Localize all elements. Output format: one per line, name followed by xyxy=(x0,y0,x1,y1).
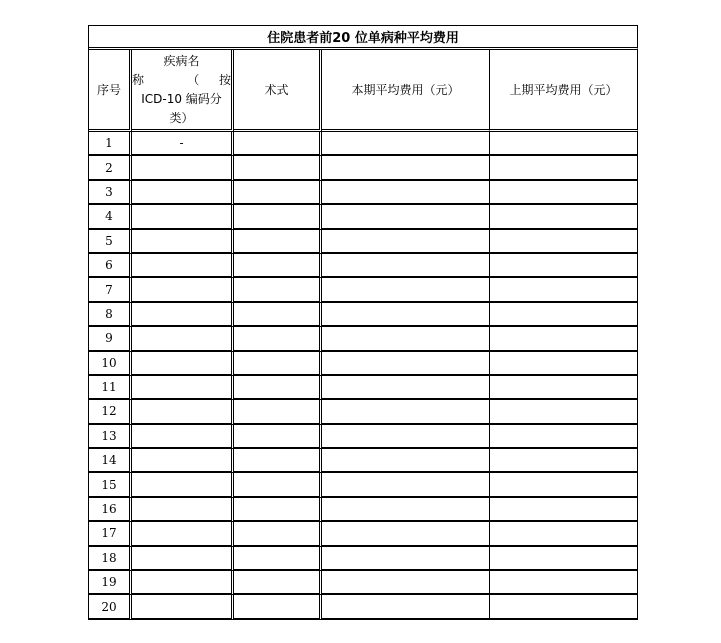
row-disease-cell xyxy=(132,522,234,546)
row-surgery-cell xyxy=(234,595,322,619)
table-title: 住院患者前20 位单病种平均费用 xyxy=(89,26,638,50)
row-current-avg-cell xyxy=(322,400,490,424)
row-previous-avg-cell xyxy=(490,376,638,400)
row-disease-cell xyxy=(132,156,234,180)
row-current-avg-cell xyxy=(322,425,490,449)
row-previous-avg-cell xyxy=(490,132,638,156)
row-disease-cell xyxy=(132,571,234,595)
row-surgery-cell xyxy=(234,352,322,376)
row-previous-avg-cell xyxy=(490,352,638,376)
row-index-cell: 6 xyxy=(89,254,132,278)
row-current-avg-cell xyxy=(322,547,490,571)
row-disease-cell: - xyxy=(132,132,234,156)
table-row xyxy=(89,278,638,302)
row-current-avg-cell xyxy=(322,352,490,376)
row-current-avg-cell xyxy=(322,132,490,156)
row-current-avg-cell xyxy=(322,473,490,497)
row-surgery-cell xyxy=(234,327,322,351)
row-disease-cell xyxy=(132,376,234,400)
row-index-cell: 16 xyxy=(89,498,132,522)
row-disease-cell xyxy=(132,595,234,619)
row-index-cell: 7 xyxy=(89,278,132,302)
row-previous-avg-cell xyxy=(490,522,638,546)
row-current-avg-cell xyxy=(322,230,490,254)
header-index: 序号 xyxy=(89,50,132,132)
row-surgery-cell xyxy=(234,156,322,180)
table-row xyxy=(89,473,638,497)
row-index-cell: 2 xyxy=(89,156,132,180)
row-surgery-cell xyxy=(234,205,322,229)
row-current-avg-cell xyxy=(322,449,490,473)
row-index-cell: 4 xyxy=(89,205,132,229)
row-disease-cell xyxy=(132,230,234,254)
row-disease-cell xyxy=(132,303,234,327)
row-surgery-cell xyxy=(234,473,322,497)
header-disease-line1: 疾病名 xyxy=(163,53,200,68)
row-previous-avg-cell xyxy=(490,400,638,424)
table-row xyxy=(89,595,638,619)
row-previous-avg-cell xyxy=(490,303,638,327)
row-current-avg-cell xyxy=(322,205,490,229)
header-disease-line4: 类） xyxy=(169,110,194,125)
row-index-cell: 10 xyxy=(89,352,132,376)
row-index-cell: 8 xyxy=(89,303,132,327)
row-index-cell: 17 xyxy=(89,522,132,546)
row-current-avg-cell xyxy=(322,181,490,205)
table-row xyxy=(89,156,638,180)
row-disease-cell xyxy=(132,449,234,473)
row-index-cell: 19 xyxy=(89,571,132,595)
row-index-cell: 18 xyxy=(89,547,132,571)
row-previous-avg-cell xyxy=(490,547,638,571)
table-row xyxy=(89,181,638,205)
row-surgery-cell xyxy=(234,132,322,156)
row-previous-avg-cell xyxy=(490,473,638,497)
row-surgery-cell xyxy=(234,547,322,571)
cost-table xyxy=(88,25,638,620)
row-index-cell: 20 xyxy=(89,595,132,619)
header-disease-line2: 称 （按 xyxy=(132,72,231,87)
row-disease-cell xyxy=(132,425,234,449)
row-disease-cell xyxy=(132,254,234,278)
table-row xyxy=(89,303,638,327)
row-previous-avg-cell xyxy=(490,254,638,278)
row-surgery-cell xyxy=(234,498,322,522)
row-index-cell: 3 xyxy=(89,181,132,205)
row-surgery-cell xyxy=(234,254,322,278)
row-disease-cell xyxy=(132,205,234,229)
row-previous-avg-cell xyxy=(490,425,638,449)
row-previous-avg-cell xyxy=(490,595,638,619)
row-current-avg-cell xyxy=(322,303,490,327)
row-previous-avg-cell xyxy=(490,327,638,351)
row-disease-cell xyxy=(132,278,234,302)
row-disease-cell xyxy=(132,327,234,351)
row-index-cell: 15 xyxy=(89,473,132,497)
table-row xyxy=(89,400,638,424)
table-row xyxy=(89,571,638,595)
row-surgery-cell xyxy=(234,522,322,546)
row-disease-cell xyxy=(132,352,234,376)
table-row xyxy=(89,132,638,156)
row-current-avg-cell xyxy=(322,571,490,595)
row-previous-avg-cell xyxy=(490,230,638,254)
header-disease xyxy=(132,50,234,132)
row-surgery-cell xyxy=(234,425,322,449)
row-index-cell: 9 xyxy=(89,327,132,351)
row-previous-avg-cell xyxy=(490,571,638,595)
row-current-avg-cell xyxy=(322,156,490,180)
row-current-avg-cell xyxy=(322,327,490,351)
row-surgery-cell xyxy=(234,400,322,424)
row-previous-avg-cell xyxy=(490,181,638,205)
row-index-cell: 1 xyxy=(89,132,132,156)
row-index-cell: 5 xyxy=(89,230,132,254)
row-current-avg-cell xyxy=(322,498,490,522)
row-disease-cell xyxy=(132,181,234,205)
row-current-avg-cell xyxy=(322,376,490,400)
table-row xyxy=(89,498,638,522)
row-index-cell: 12 xyxy=(89,400,132,424)
row-previous-avg-cell xyxy=(490,498,638,522)
row-current-avg-cell xyxy=(322,522,490,546)
row-surgery-cell xyxy=(234,571,322,595)
row-previous-avg-cell xyxy=(490,205,638,229)
row-surgery-cell xyxy=(234,181,322,205)
row-surgery-cell xyxy=(234,376,322,400)
row-disease-cell xyxy=(132,547,234,571)
row-surgery-cell xyxy=(234,230,322,254)
table-row xyxy=(89,205,638,229)
row-current-avg-cell xyxy=(322,278,490,302)
table-row xyxy=(89,522,638,546)
table-row xyxy=(89,425,638,449)
table-row xyxy=(89,449,638,473)
row-current-avg-cell xyxy=(322,254,490,278)
row-previous-avg-cell xyxy=(490,278,638,302)
header-surgery: 术式 xyxy=(234,50,322,132)
row-surgery-cell xyxy=(234,303,322,327)
row-disease-cell xyxy=(132,400,234,424)
row-index-cell: 13 xyxy=(89,425,132,449)
row-index-cell: 14 xyxy=(89,449,132,473)
row-current-avg-cell xyxy=(322,595,490,619)
table-row xyxy=(89,230,638,254)
row-disease-cell xyxy=(132,498,234,522)
header-current-avg: 本期平均费用（元） xyxy=(322,50,490,132)
table-row xyxy=(89,254,638,278)
row-surgery-cell xyxy=(234,278,322,302)
header-previous-avg: 上期平均费用（元） xyxy=(490,50,638,132)
row-previous-avg-cell xyxy=(490,449,638,473)
table-row xyxy=(89,547,638,571)
row-index-cell: 11 xyxy=(89,376,132,400)
header-disease-line3: ICD-10 编码分 xyxy=(141,91,222,106)
table-row xyxy=(89,327,638,351)
table-row xyxy=(89,352,638,376)
row-disease-cell xyxy=(132,473,234,497)
table-row xyxy=(89,376,638,400)
row-surgery-cell xyxy=(234,449,322,473)
row-previous-avg-cell xyxy=(490,156,638,180)
